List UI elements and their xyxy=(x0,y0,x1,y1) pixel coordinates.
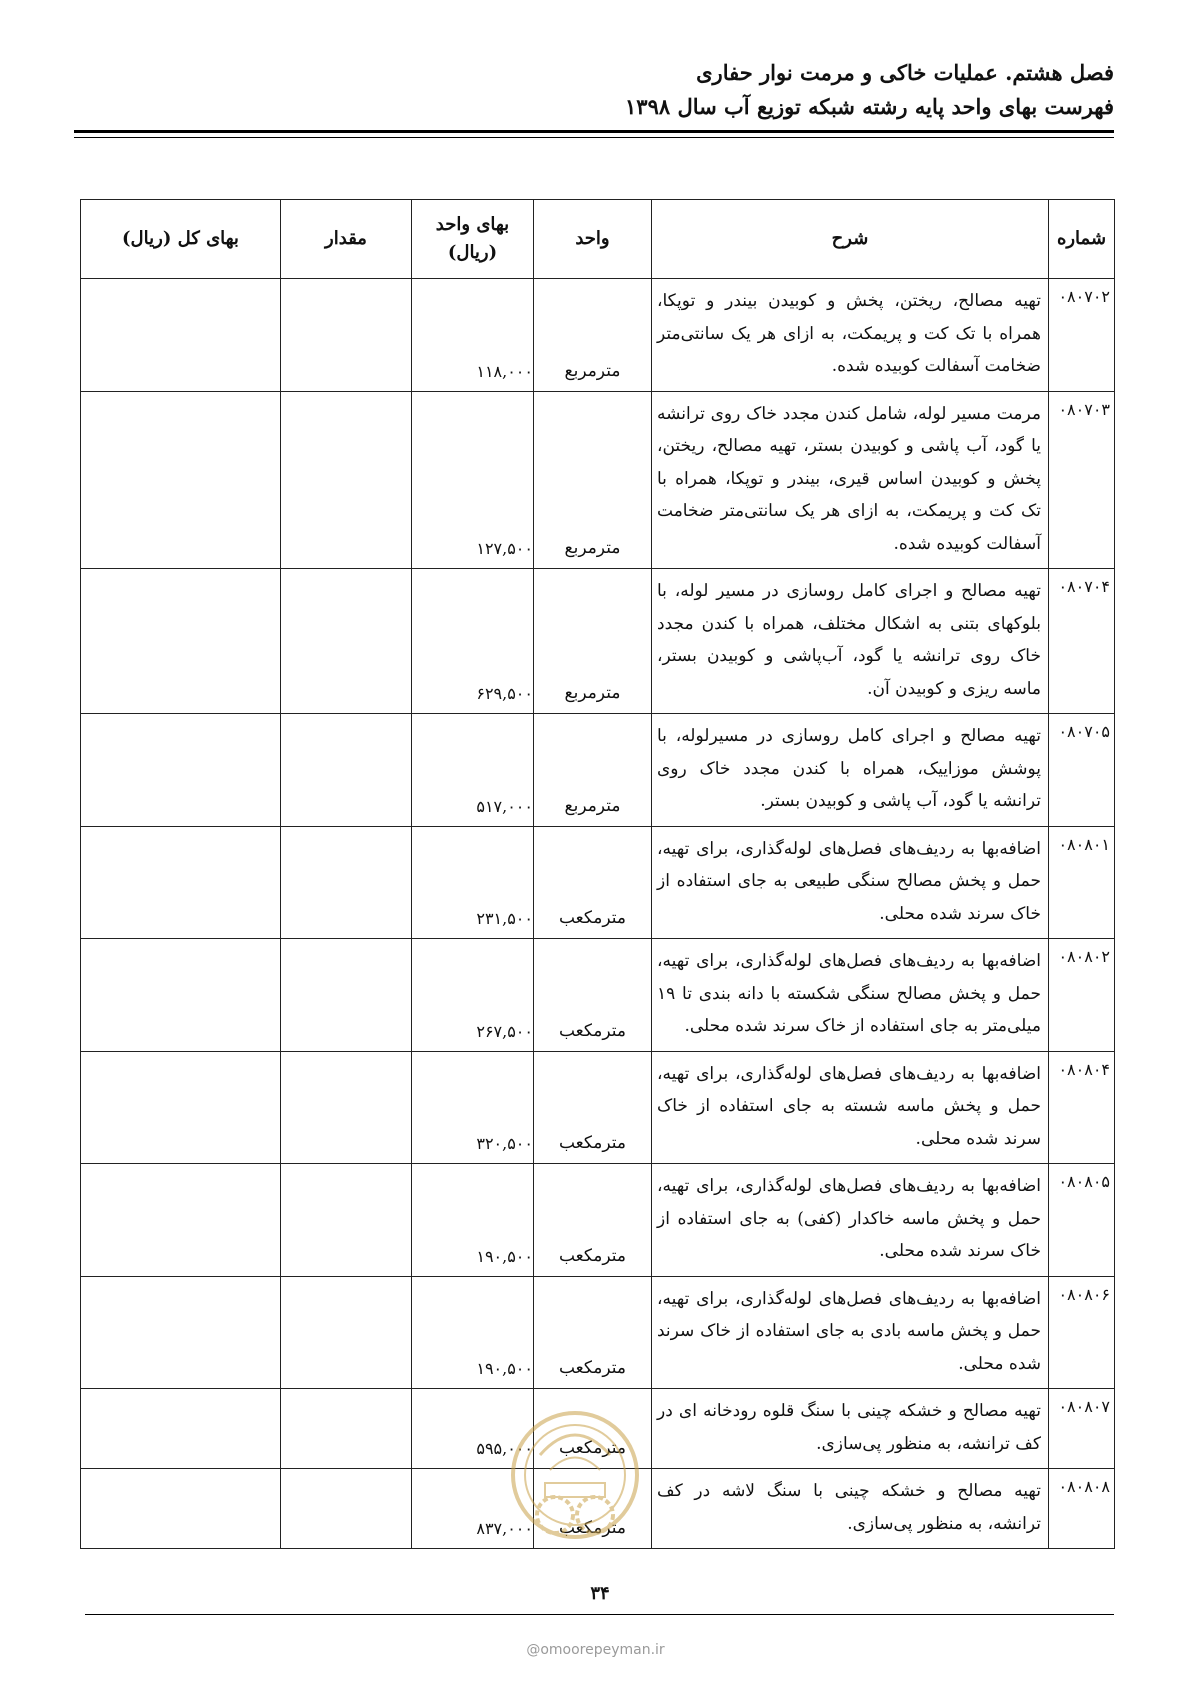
column-header-unit-price xyxy=(412,200,534,279)
watermark-seal-icon xyxy=(500,1395,650,1565)
page-header xyxy=(74,56,1114,124)
row-unit-price: ۵۱۷,۰۰۰ xyxy=(412,714,534,827)
table-row xyxy=(81,1051,1115,1164)
row-total xyxy=(81,569,281,714)
column-header-unit: واحد xyxy=(534,200,652,279)
row-description: مرمت مسیر لوله، شامل کندن مجدد خاک روی ترانشه یا گود، آب پاشی و کوبیدن بستر، تهیه مصالح، ریختن، پخش و کوبیدن اساس قیری، بیندر و توپکا، همراه با تک کت و پریمکت، به ازای هر یک سانتی‌متر ضخامت آسفالت کوبیده شده. xyxy=(652,391,1049,569)
table-row xyxy=(81,391,1115,569)
row-description: تهیه مصالح و اجرای کامل روسازی در مسیر لوله، با بلوکهای بتنی به اشکال مختلف، همراه با کندن مجدد خاک روی ترانشه یا گود، آب‌پاشی و کوبیدن بستر، ماسه ریزی و کوبیدن آن. xyxy=(652,569,1049,714)
row-code: ۰۸۰۸۰۴ xyxy=(1049,1051,1115,1164)
table-row xyxy=(81,939,1115,1052)
row-quantity xyxy=(281,1276,412,1389)
table-header-row xyxy=(81,200,1115,279)
row-unit-price: ۳۲۰,۵۰۰ xyxy=(412,1051,534,1164)
row-total xyxy=(81,714,281,827)
row-total xyxy=(81,1469,281,1549)
column-header-total: بهای کل (ریال) xyxy=(81,200,281,279)
row-quantity xyxy=(281,826,412,939)
row-unit-price: ۱۹۰,۵۰۰ xyxy=(412,1164,534,1277)
row-code: ۰۸۰۷۰۲ xyxy=(1049,279,1115,392)
row-description: تهیه مصالح، ریختن، پخش و کوبیدن بیندر و توپکا، همراه با تک کت و پریمکت، به ازای هر یک سانتی‌متر ضخامت آسفالت کوبیده شده. xyxy=(652,279,1049,392)
chapter-title: فصل هشتم. عملیات خاکی و مرمت نوار حفاری xyxy=(696,60,1114,85)
row-unit-price: ۵۹۵,۰۰۰ xyxy=(412,1389,534,1469)
footer-rule xyxy=(85,1614,1114,1615)
row-description: اضافه‌بها به ردیف‌های فصل‌های لوله‌گذاری، برای تهیه، حمل و پخش ماسه بادی به جای استفاده از خاک سرند شده محلی. xyxy=(652,1276,1049,1389)
row-unit: مترمکعب xyxy=(534,1276,652,1389)
row-total xyxy=(81,1051,281,1164)
row-unit: مترمربع xyxy=(534,714,652,827)
row-total xyxy=(81,826,281,939)
row-description: تهیه مصالح و خشکه چینی با سنگ لاشه در کف ترانشه، به منظور پی‌سازی. xyxy=(652,1469,1049,1549)
row-code: ۰۸۰۷۰۳ xyxy=(1049,391,1115,569)
row-unit: مترمکعب xyxy=(534,826,652,939)
table-row xyxy=(81,279,1115,392)
row-description: اضافه‌بها به ردیف‌های فصل‌های لوله‌گذاری، برای تهیه، حمل و پخش ماسه خاکدار (کفی) به جای استفاده از خاک سرند شده محلی. xyxy=(652,1164,1049,1277)
row-code: ۰۸۰۸۰۵ xyxy=(1049,1164,1115,1277)
unit-price-header-line2: (ریال) xyxy=(447,242,498,263)
row-description: اضافه‌بها به ردیف‌های فصل‌های لوله‌گذاری، برای تهیه، حمل و پخش مصالح سنگی طبیعی به جای استفاده از خاک سرند شده محلی. xyxy=(652,826,1049,939)
row-unit-price: ۲۳۱,۵۰۰ xyxy=(412,826,534,939)
table-row xyxy=(81,826,1115,939)
row-unit-price: ۱۲۷,۵۰۰ xyxy=(412,391,534,569)
row-code: ۰۸۰۸۰۶ xyxy=(1049,1276,1115,1389)
row-quantity xyxy=(281,1469,412,1549)
unit-price-header-line1: بهای واحد xyxy=(435,214,510,235)
price-list-table xyxy=(80,199,1115,1549)
row-quantity xyxy=(281,391,412,569)
row-unit: مترمکعب xyxy=(534,1389,652,1469)
row-unit: مترمربع xyxy=(534,279,652,392)
row-unit: مترمکعب xyxy=(534,939,652,1052)
row-total xyxy=(81,1389,281,1469)
column-header-quantity: مقدار xyxy=(281,200,412,279)
column-header-description: شرح xyxy=(652,200,1049,279)
row-total xyxy=(81,279,281,392)
row-description: اضافه‌بها به ردیف‌های فصل‌های لوله‌گذاری، برای تهیه، حمل و پخش ماسه شسته به جای استفاده از خاک سرند شده محلی. xyxy=(652,1051,1049,1164)
column-header-code: شماره xyxy=(1049,200,1115,279)
row-quantity xyxy=(281,939,412,1052)
row-unit: مترمربع xyxy=(534,569,652,714)
table-row xyxy=(81,1164,1115,1277)
row-unit: مترمربع xyxy=(534,391,652,569)
row-total xyxy=(81,1164,281,1277)
row-total xyxy=(81,391,281,569)
row-quantity xyxy=(281,569,412,714)
row-unit: مترمکعب xyxy=(534,1164,652,1277)
row-description: تهیه مصالح و خشکه چینی با سنگ قلوه رودخانه ای در کف ترانشه، به منظور پی‌سازی. xyxy=(652,1389,1049,1469)
row-unit-price: ۶۲۹,۵۰۰ xyxy=(412,569,534,714)
row-quantity xyxy=(281,714,412,827)
row-unit: مترمکعب xyxy=(534,1051,652,1164)
row-code: ۰۸۰۷۰۵ xyxy=(1049,714,1115,827)
table-row xyxy=(81,714,1115,827)
page-number: ۳۴ xyxy=(590,1583,610,1604)
row-code: ۰۸۰۸۰۱ xyxy=(1049,826,1115,939)
row-unit-price: ۱۱۸,۰۰۰ xyxy=(412,279,534,392)
watermark-url: @omoorepeyman.ir xyxy=(526,1642,665,1658)
row-code: ۰۸۰۸۰۸ xyxy=(1049,1469,1115,1549)
row-description: تهیه مصالح و اجرای کامل روسازی در مسیرلوله، با پوشش موزاییک، همراه با کندن مجدد خاک روی ترانشه یا گود، آب پاشی و کوبیدن بستر. xyxy=(652,714,1049,827)
header-rule-thin xyxy=(74,137,1114,138)
row-code: ۰۸۰۸۰۷ xyxy=(1049,1389,1115,1469)
table-row xyxy=(81,569,1115,714)
row-unit-price: ۲۶۷,۵۰۰ xyxy=(412,939,534,1052)
row-code: ۰۸۰۸۰۲ xyxy=(1049,939,1115,1052)
row-total xyxy=(81,939,281,1052)
row-unit-price: ۸۳۷,۰۰۰ xyxy=(412,1469,534,1549)
row-description: اضافه‌بها به ردیف‌های فصل‌های لوله‌گذاری، برای تهیه، حمل و پخش مصالح سنگی شکسته با دانه بندی تا ۱۹ میلی‌متر به جای استفاده از خاک سرند شده محلی. xyxy=(652,939,1049,1052)
row-quantity xyxy=(281,279,412,392)
row-unit-price: ۱۹۰,۵۰۰ xyxy=(412,1276,534,1389)
row-quantity xyxy=(281,1051,412,1164)
header-rule-thick xyxy=(74,130,1114,133)
row-unit: مترمکعب xyxy=(534,1469,652,1549)
row-quantity xyxy=(281,1164,412,1277)
document-subtitle: فهرست بهای واحد پایه رشته شبکه توزیع آب سال ۱۳۹۸ xyxy=(625,94,1114,119)
table-row xyxy=(81,1276,1115,1389)
row-total xyxy=(81,1276,281,1389)
row-code: ۰۸۰۷۰۴ xyxy=(1049,569,1115,714)
row-quantity xyxy=(281,1389,412,1469)
